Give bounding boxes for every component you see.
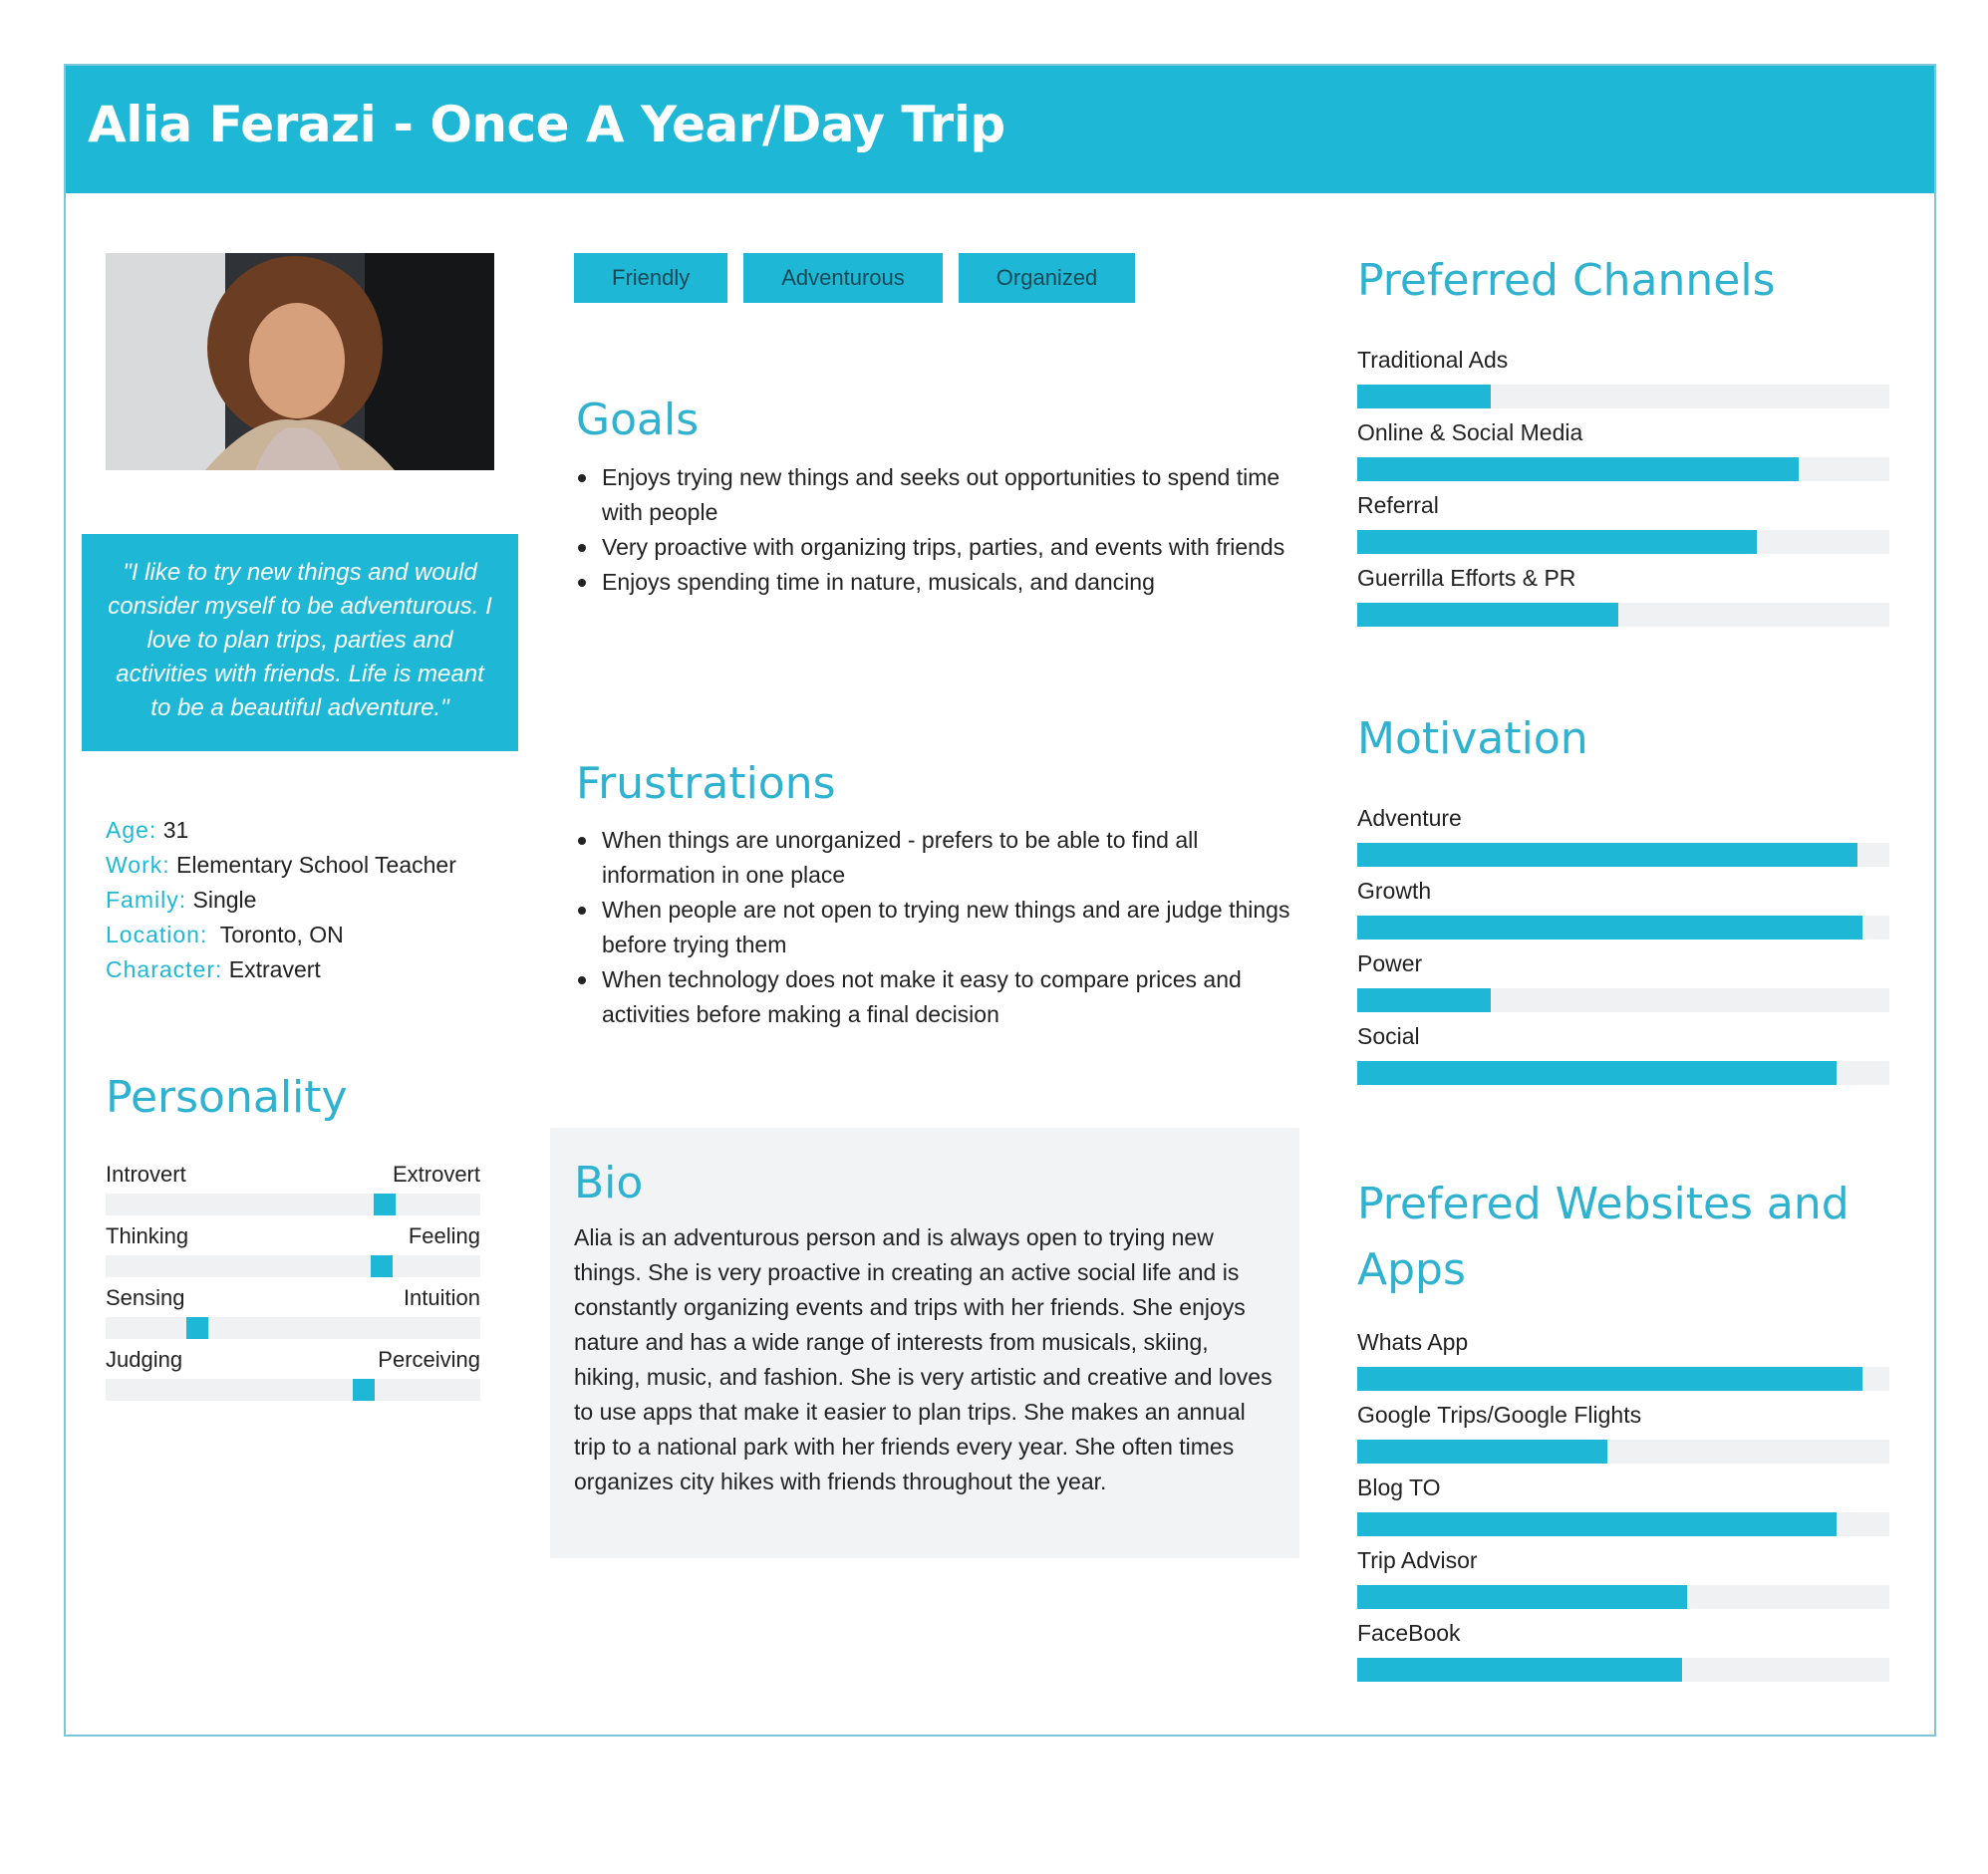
bar-label: Trip Advisor xyxy=(1357,1547,1478,1573)
bar-row xyxy=(1357,419,1889,492)
fact-label: Age: xyxy=(106,817,157,843)
frustrations-title: Frustrations xyxy=(576,758,836,809)
motivation-title: Motivation xyxy=(1357,713,1588,764)
persona-quote: "I like to try new things and would consider myself to be adventurous. I love to plan trips, parties and activities with friends. Life is meant to be a beautiful adventure." xyxy=(82,534,518,751)
persona-title: Alia Ferazi - Once A Year/Day Trip xyxy=(88,96,1005,153)
bar-track xyxy=(1357,603,1889,627)
scale-right-label: Extrovert xyxy=(392,1162,480,1187)
bar-row xyxy=(1357,1023,1889,1096)
bar-label: Google Trips/Google Flights xyxy=(1357,1402,1642,1428)
scale-right-label: Perceiving xyxy=(378,1347,480,1372)
personality-scale xyxy=(106,1162,480,1223)
scale-left-label: Introvert xyxy=(106,1162,186,1187)
channels-title: Preferred Channels xyxy=(1357,255,1776,306)
bar-track xyxy=(1357,1512,1889,1536)
list-item: Enjoys spending time in nature, musicals, and dancing xyxy=(574,565,1291,600)
list-item: Enjoys trying new things and seeks out opportunities to spend time with people xyxy=(574,460,1291,530)
bar-label: Social xyxy=(1357,1023,1420,1049)
fact-value: 31 xyxy=(162,817,189,843)
goals-list xyxy=(574,460,1291,600)
bar-track xyxy=(1357,1440,1889,1464)
list-item: When things are unorganized - prefers to be able to find all information in one place xyxy=(574,823,1291,893)
personality-scale xyxy=(106,1285,480,1347)
bar-label: Traditional Ads xyxy=(1357,347,1509,373)
bar-fill xyxy=(1357,530,1757,554)
bar-row xyxy=(1357,805,1889,878)
list-item: When people are not open to trying new things and are judge things before trying them xyxy=(574,893,1291,962)
fact-family xyxy=(106,883,456,918)
fact-label: Location: xyxy=(106,922,208,947)
bar-fill xyxy=(1357,1061,1837,1085)
fact-value: Elementary School Teacher xyxy=(176,852,456,878)
bar-track xyxy=(1357,1585,1889,1609)
bar-track xyxy=(1357,1367,1889,1391)
bar-row xyxy=(1357,1402,1889,1474)
bar-track xyxy=(1357,1061,1889,1085)
scale-marker xyxy=(186,1317,208,1339)
goals-title: Goals xyxy=(576,395,700,445)
bar-fill xyxy=(1357,1512,1837,1536)
list-item: Very proactive with organizing trips, parties, and events with friends xyxy=(574,530,1291,565)
bar-row xyxy=(1357,1547,1889,1620)
scale-marker xyxy=(353,1379,375,1401)
websites-bars xyxy=(1357,1329,1889,1693)
fact-value: Extravert xyxy=(228,956,321,982)
bar-label: FaceBook xyxy=(1357,1620,1461,1646)
scale-track xyxy=(106,1194,480,1215)
scale-right-label: Intuition xyxy=(403,1285,480,1310)
bar-label: Guerrilla Efforts & PR xyxy=(1357,565,1576,591)
bar-row xyxy=(1357,347,1889,419)
bar-track xyxy=(1357,385,1889,408)
bar-row xyxy=(1357,492,1889,565)
scale-right-label: Feeling xyxy=(408,1223,480,1248)
tag-adventurous: Adventurous xyxy=(743,253,943,303)
fact-value: Toronto, ON xyxy=(219,922,344,947)
frustrations-list xyxy=(574,823,1291,1032)
bar-label: Blog TO xyxy=(1357,1474,1441,1500)
bar-fill xyxy=(1357,1658,1682,1682)
websites-title: Prefered Websites and Apps xyxy=(1357,1179,1849,1295)
personality-scale xyxy=(106,1347,480,1409)
scale-marker xyxy=(371,1255,393,1277)
bar-row xyxy=(1357,1474,1889,1547)
bar-fill xyxy=(1357,988,1491,1012)
bar-label: Adventure xyxy=(1357,805,1462,831)
bar-fill xyxy=(1357,1440,1607,1464)
scale-left-label: Sensing xyxy=(106,1285,185,1310)
list-item: When technology does not make it easy to compare prices and activities before making a final decision xyxy=(574,962,1291,1032)
fact-value: Single xyxy=(192,887,257,913)
tag-organized: Organized xyxy=(959,253,1136,303)
bar-row xyxy=(1357,565,1889,638)
personality-scale xyxy=(106,1223,480,1285)
fact-age xyxy=(106,813,456,848)
bar-track xyxy=(1357,916,1889,939)
scale-marker xyxy=(374,1194,396,1215)
bar-fill xyxy=(1357,457,1799,481)
portrait-image xyxy=(106,253,494,470)
bar-label: Growth xyxy=(1357,878,1432,904)
bar-track xyxy=(1357,530,1889,554)
bar-track xyxy=(1357,457,1889,481)
personality-scales xyxy=(106,1162,480,1409)
personality-title: Personality xyxy=(106,1072,348,1123)
scale-track xyxy=(106,1255,480,1277)
trait-tags xyxy=(574,253,1135,303)
bar-fill xyxy=(1357,1367,1862,1391)
scale-left-label: Judging xyxy=(106,1347,183,1372)
persona-photo xyxy=(106,253,494,470)
bar-row xyxy=(1357,950,1889,1023)
bar-row xyxy=(1357,1329,1889,1402)
bar-row xyxy=(1357,878,1889,950)
bio-title: Bio xyxy=(574,1158,644,1208)
bar-fill xyxy=(1357,843,1857,867)
fact-character xyxy=(106,952,456,987)
scale-left-label: Thinking xyxy=(106,1223,189,1248)
persona-card xyxy=(64,64,1936,1737)
tag-friendly: Friendly xyxy=(574,253,727,303)
fact-label: Family: xyxy=(106,887,187,913)
scale-track xyxy=(106,1317,480,1339)
bar-row xyxy=(1357,1620,1889,1693)
fact-label: Work: xyxy=(106,852,170,878)
fact-label: Character: xyxy=(106,956,223,982)
bio-panel xyxy=(550,1128,1299,1558)
demographics xyxy=(106,813,456,987)
bar-label: Referral xyxy=(1357,492,1439,518)
bar-label: Online & Social Media xyxy=(1357,419,1583,445)
fact-work xyxy=(106,848,456,883)
bar-track xyxy=(1357,843,1889,867)
bar-fill xyxy=(1357,385,1491,408)
bio-text: Alia is an adventurous person and is always open to trying new things. She is very proactive in creating an active social life and is constantly organizing events and trips with her friends. She enjoys nature and has a wide range of interests from musicals, skiing, hiking, music, and fashion. She is very artistic and creative and loves to use apps that make it easier to plan trips. She makes an annual trip to a national park with her friends every year. She often times organizes city hikes with friends throughout the year. xyxy=(574,1224,1273,1494)
bar-fill xyxy=(1357,603,1618,627)
bar-track xyxy=(1357,1658,1889,1682)
fact-location xyxy=(106,918,456,952)
bar-track xyxy=(1357,988,1889,1012)
motivation-bars xyxy=(1357,805,1889,1096)
header-bar xyxy=(66,66,1934,193)
bar-label: Whats App xyxy=(1357,1329,1469,1355)
scale-track xyxy=(106,1379,480,1401)
bar-fill xyxy=(1357,916,1862,939)
bar-fill xyxy=(1357,1585,1687,1609)
bar-label: Power xyxy=(1357,950,1423,976)
channels-bars xyxy=(1357,347,1889,638)
